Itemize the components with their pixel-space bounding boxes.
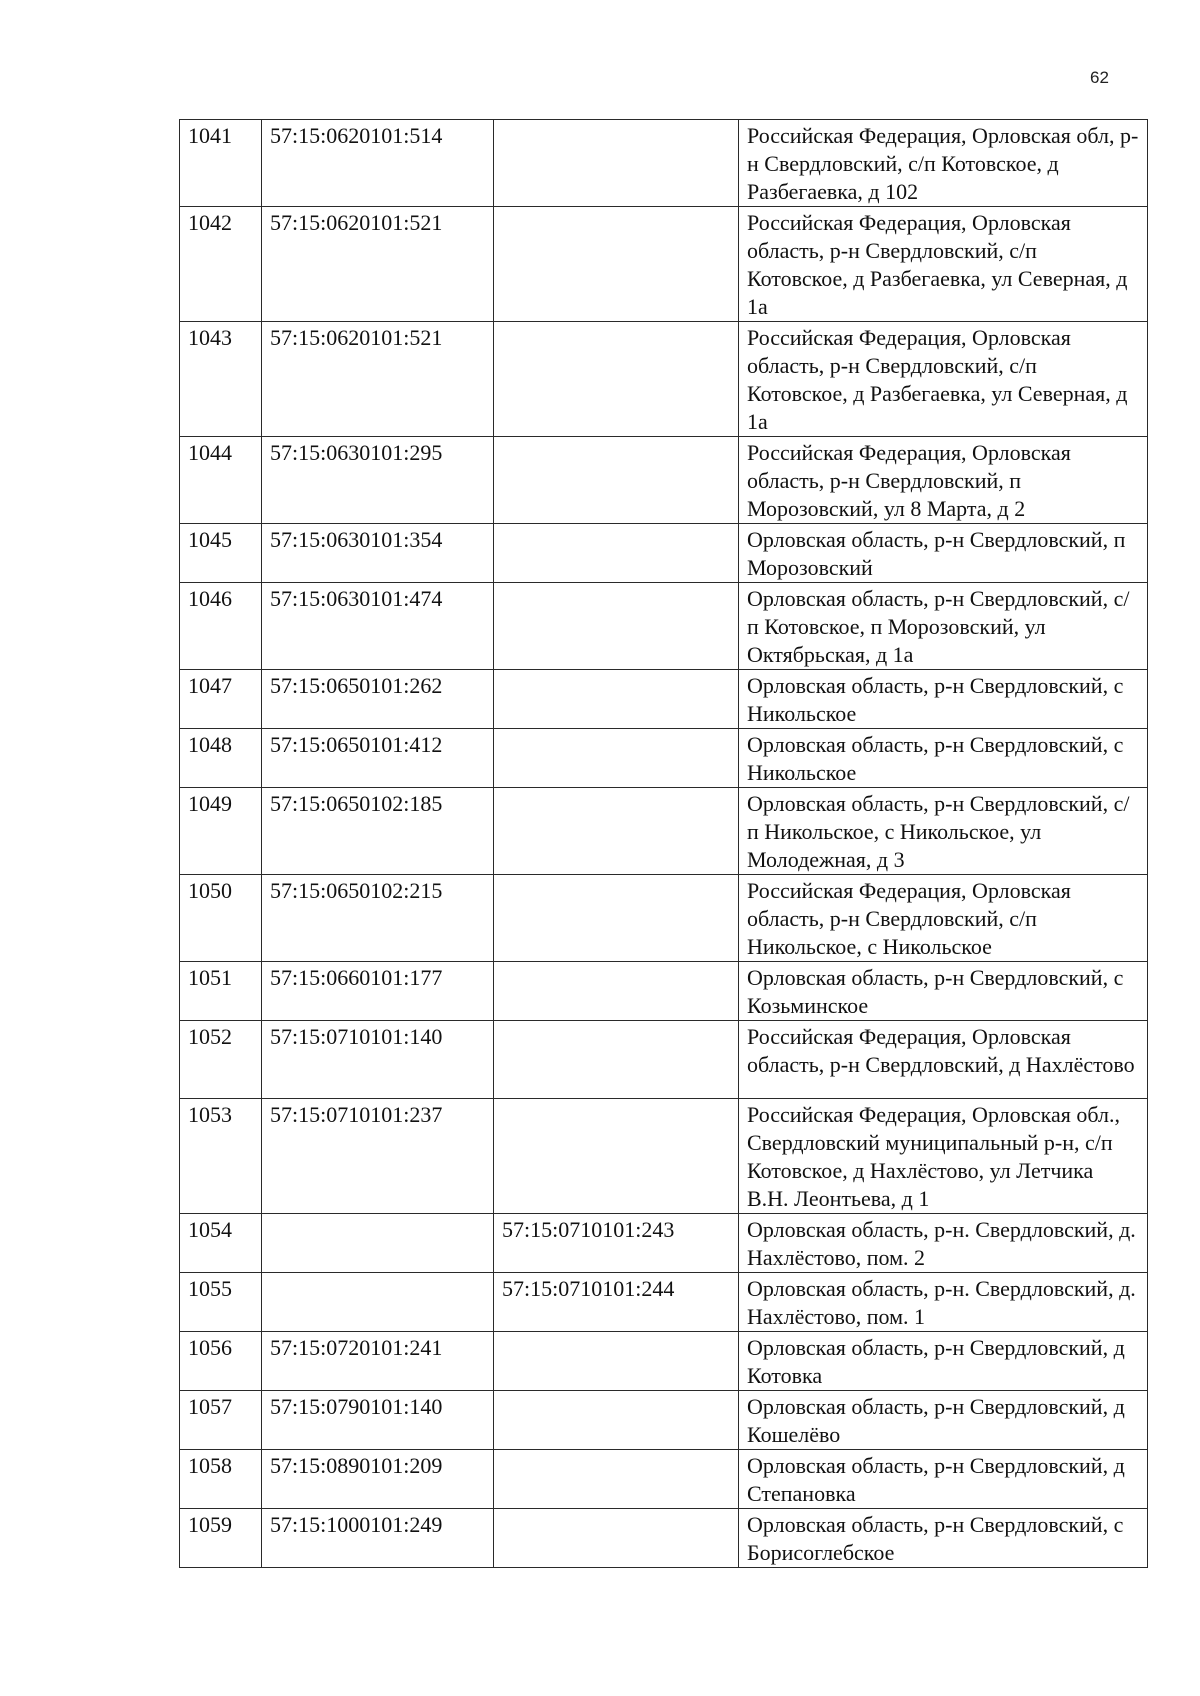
land-cadastral-number-cell: 57:15:0650101:412 [262, 729, 494, 788]
address-cell: Орловская область, р-н Свердловский, с/п Котовское, п Морозовский, ул Октябрьская, д 1а [739, 583, 1148, 670]
address-cell: Российская Федерация, Орловская обл., Свердловский муниципальный р-н, с/п Котовское, д Нахлёстово, ул Летчика В.Н. Леонтьева, д 1 [739, 1099, 1148, 1214]
land-cadastral-number-cell: 57:15:0710101:237 [262, 1099, 494, 1214]
room-cadastral-number-cell [494, 207, 739, 322]
table-row [180, 1021, 1148, 1099]
registry-table [179, 119, 1148, 1568]
row-number-cell: 1048 [180, 729, 262, 788]
room-cadastral-number-cell [494, 1099, 739, 1214]
room-cadastral-number-cell [494, 788, 739, 875]
table-row [180, 1214, 1148, 1273]
row-number-cell: 1057 [180, 1391, 262, 1450]
address-cell: Орловская область, р-н Свердловский, с Борисоглебское [739, 1509, 1148, 1568]
table-row [180, 1273, 1148, 1332]
room-cadastral-number-cell [494, 1332, 739, 1391]
land-cadastral-number-cell: 57:15:1000101:249 [262, 1509, 494, 1568]
room-cadastral-number-cell [494, 524, 739, 583]
land-cadastral-number-cell: 57:15:0790101:140 [262, 1391, 494, 1450]
table-row [180, 207, 1148, 322]
land-cadastral-number-cell: 57:15:0710101:140 [262, 1021, 494, 1099]
row-number-cell: 1045 [180, 524, 262, 583]
address-cell: Российская Федерация, Орловская обл, р-н Свердловский, с/п Котовское, д Разбегаевка, д 102 [739, 120, 1148, 207]
land-cadastral-number-cell: 57:15:0620101:521 [262, 207, 494, 322]
row-number-cell: 1052 [180, 1021, 262, 1099]
room-cadastral-number-cell: 57:15:0710101:243 [494, 1214, 739, 1273]
row-number-cell: 1041 [180, 120, 262, 207]
land-cadastral-number-cell [262, 1214, 494, 1273]
room-cadastral-number-cell [494, 583, 739, 670]
address-cell: Российская Федерация, Орловская область, р-н Свердловский, с/п Никольское, с Никольское [739, 875, 1148, 962]
table-row [180, 788, 1148, 875]
table-row [180, 1509, 1148, 1568]
row-number-cell: 1051 [180, 962, 262, 1021]
land-cadastral-number-cell: 57:15:0660101:177 [262, 962, 494, 1021]
land-cadastral-number-cell: 57:15:0630101:354 [262, 524, 494, 583]
room-cadastral-number-cell [494, 322, 739, 437]
address-cell: Российская Федерация, Орловская область, р-н Свердловский, с/п Котовское, д Разбегаевка, ул Северная, д 1а [739, 322, 1148, 437]
land-cadastral-number-cell: 57:15:0620101:521 [262, 322, 494, 437]
land-cadastral-number-cell: 57:15:0650102:185 [262, 788, 494, 875]
row-number-cell: 1043 [180, 322, 262, 437]
table-row [180, 322, 1148, 437]
row-number-cell: 1049 [180, 788, 262, 875]
row-number-cell: 1046 [180, 583, 262, 670]
row-number-cell: 1047 [180, 670, 262, 729]
room-cadastral-number-cell [494, 962, 739, 1021]
room-cadastral-number-cell [494, 1391, 739, 1450]
table-row [180, 524, 1148, 583]
room-cadastral-number-cell: 57:15:0710101:244 [494, 1273, 739, 1332]
land-cadastral-number-cell: 57:15:0620101:514 [262, 120, 494, 207]
row-number-cell: 1042 [180, 207, 262, 322]
row-number-cell: 1054 [180, 1214, 262, 1273]
address-cell: Орловская область, р-н Свердловский, с Никольское [739, 729, 1148, 788]
land-cadastral-number-cell: 57:15:0650101:262 [262, 670, 494, 729]
table-row [180, 1450, 1148, 1509]
room-cadastral-number-cell [494, 437, 739, 524]
address-cell: Орловская область, р-н. Свердловский, д. Нахлёстово, пом. 1 [739, 1273, 1148, 1332]
registry-table-body [180, 120, 1148, 1568]
land-cadastral-number-cell: 57:15:0650102:215 [262, 875, 494, 962]
table-row [180, 1099, 1148, 1214]
table-row [180, 1391, 1148, 1450]
land-cadastral-number-cell: 57:15:0630101:474 [262, 583, 494, 670]
table-row [180, 120, 1148, 207]
land-cadastral-number-cell: 57:15:0890101:209 [262, 1450, 494, 1509]
address-cell: Орловская область, р-н Свердловский, д Степановка [739, 1450, 1148, 1509]
address-cell: Орловская область, р-н Свердловский, п Морозовский [739, 524, 1148, 583]
room-cadastral-number-cell [494, 1450, 739, 1509]
table-row [180, 729, 1148, 788]
address-cell: Российская Федерация, Орловская область, р-н Свердловский, п Морозовский, ул 8 Марта, д 2 [739, 437, 1148, 524]
address-cell: Орловская область, р-н Свердловский, с Козьминское [739, 962, 1148, 1021]
row-number-cell: 1056 [180, 1332, 262, 1391]
table-row [180, 875, 1148, 962]
address-cell: Российская Федерация, Орловская область, р-н Свердловский, с/п Котовское, д Разбегаевка, ул Северная, д 1а [739, 207, 1148, 322]
table-row [180, 437, 1148, 524]
address-cell: Орловская область, р-н Свердловский, д Котовка [739, 1332, 1148, 1391]
room-cadastral-number-cell [494, 1021, 739, 1099]
address-cell: Орловская область, р-н Свердловский, д Кошелёво [739, 1391, 1148, 1450]
room-cadastral-number-cell [494, 670, 739, 729]
table-row [180, 962, 1148, 1021]
row-number-cell: 1059 [180, 1509, 262, 1568]
row-number-cell: 1050 [180, 875, 262, 962]
row-number-cell: 1053 [180, 1099, 262, 1214]
row-number-cell: 1044 [180, 437, 262, 524]
address-cell: Орловская область, р-н Свердловский, с Никольское [739, 670, 1148, 729]
address-cell: Орловская область, р-н Свердловский, с/п Никольское, с Никольское, ул Молодежная, д 3 [739, 788, 1148, 875]
address-cell: Российская Федерация, Орловская область, р-н Свердловский, д Нахлёстово [739, 1021, 1148, 1099]
room-cadastral-number-cell [494, 120, 739, 207]
room-cadastral-number-cell [494, 875, 739, 962]
row-number-cell: 1058 [180, 1450, 262, 1509]
table-row [180, 1332, 1148, 1391]
room-cadastral-number-cell [494, 729, 739, 788]
table-row [180, 670, 1148, 729]
land-cadastral-number-cell [262, 1273, 494, 1332]
page-number: 62 [1090, 68, 1109, 87]
room-cadastral-number-cell [494, 1509, 739, 1568]
land-cadastral-number-cell: 57:15:0630101:295 [262, 437, 494, 524]
row-number-cell: 1055 [180, 1273, 262, 1332]
address-cell: Орловская область, р-н. Свердловский, д. Нахлёстово, пом. 2 [739, 1214, 1148, 1273]
land-cadastral-number-cell: 57:15:0720101:241 [262, 1332, 494, 1391]
table-row [180, 583, 1148, 670]
